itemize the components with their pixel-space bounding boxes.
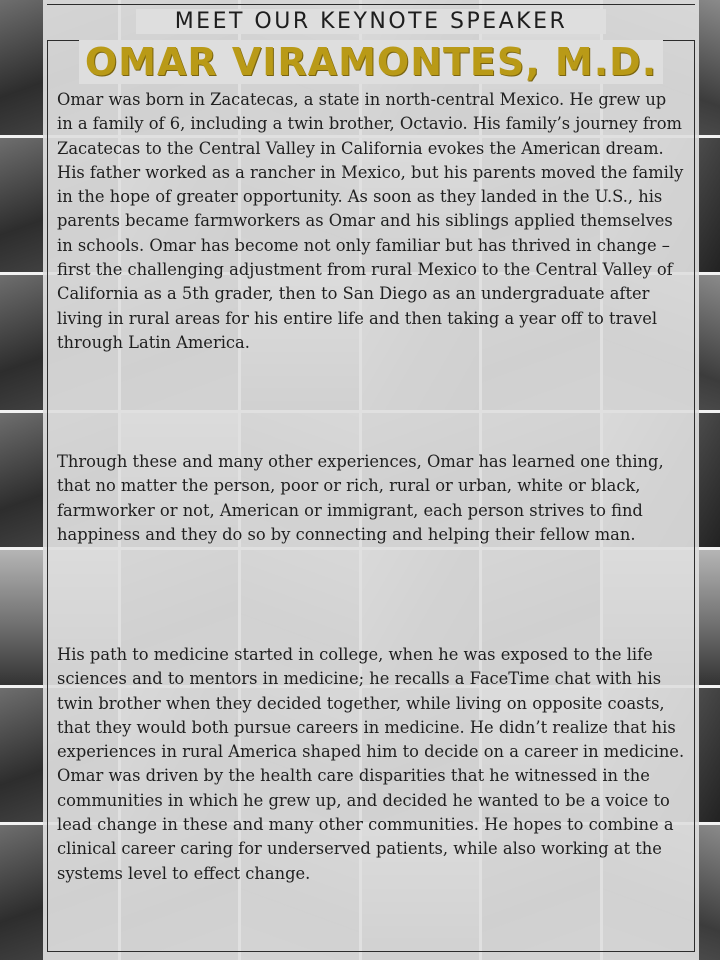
bio-paragraph-1: Omar was born in Zacatecas, a state in north-central Mexico. He grew up in a family of 6, including a twin brother, Octavio. His family’s journey from Zacatecas to the Central Valley in California evokes the American dream. His father worked as a rancher in Mexico, but his parents moved the family in the hope of greater opportunity. As soon as they landed in the U.S., his parents became farmworkers as Omar and his siblings applied themselves in schools. Omar has become not only familiar but has thrived in change – first the challenging adjustment from rural Mexico to the Central Valley of California as a 5th grader, then to San Diego as an undergraduate after living in rural areas for his entire life and then taking a year off to travel through Latin America. [57,90,684,352]
bio-paragraph-2: Through these and many other experiences, Omar has learned one thing, that no matter the person, poor or rich, rural or urban, white or black, farmworker or not, American or immigrant, each person strives to find happiness and they do so by connecting and helping their fellow man. [57,452,664,544]
speaker-name: OMAR VIRAMONTES, M.D. [79,40,663,84]
frame-top-divider [47,4,695,5]
kicker-heading: MEET OUR KEYNOTE SPEAKER [136,9,606,34]
content-panel [43,0,699,960]
bio-paragraph-3: His path to medicine started in college, when he was exposed to the life sciences and to mentors in medicine; he recalls a FaceTime chat with his twin brother when they decided together, while living on opposite coasts, that they would both pursue careers in medicine. He didn’t realize that his experiences in rural America shaped him to decide on a career in medicine. Omar was driven by the health care disparities that he witnessed in the communities in which he grew up, and decided he wanted to be a voice to lead change in these and many other communities. He hopes to combine a clinical career caring for underserved patients, while also working at the systems level to effect change. [57,645,685,883]
